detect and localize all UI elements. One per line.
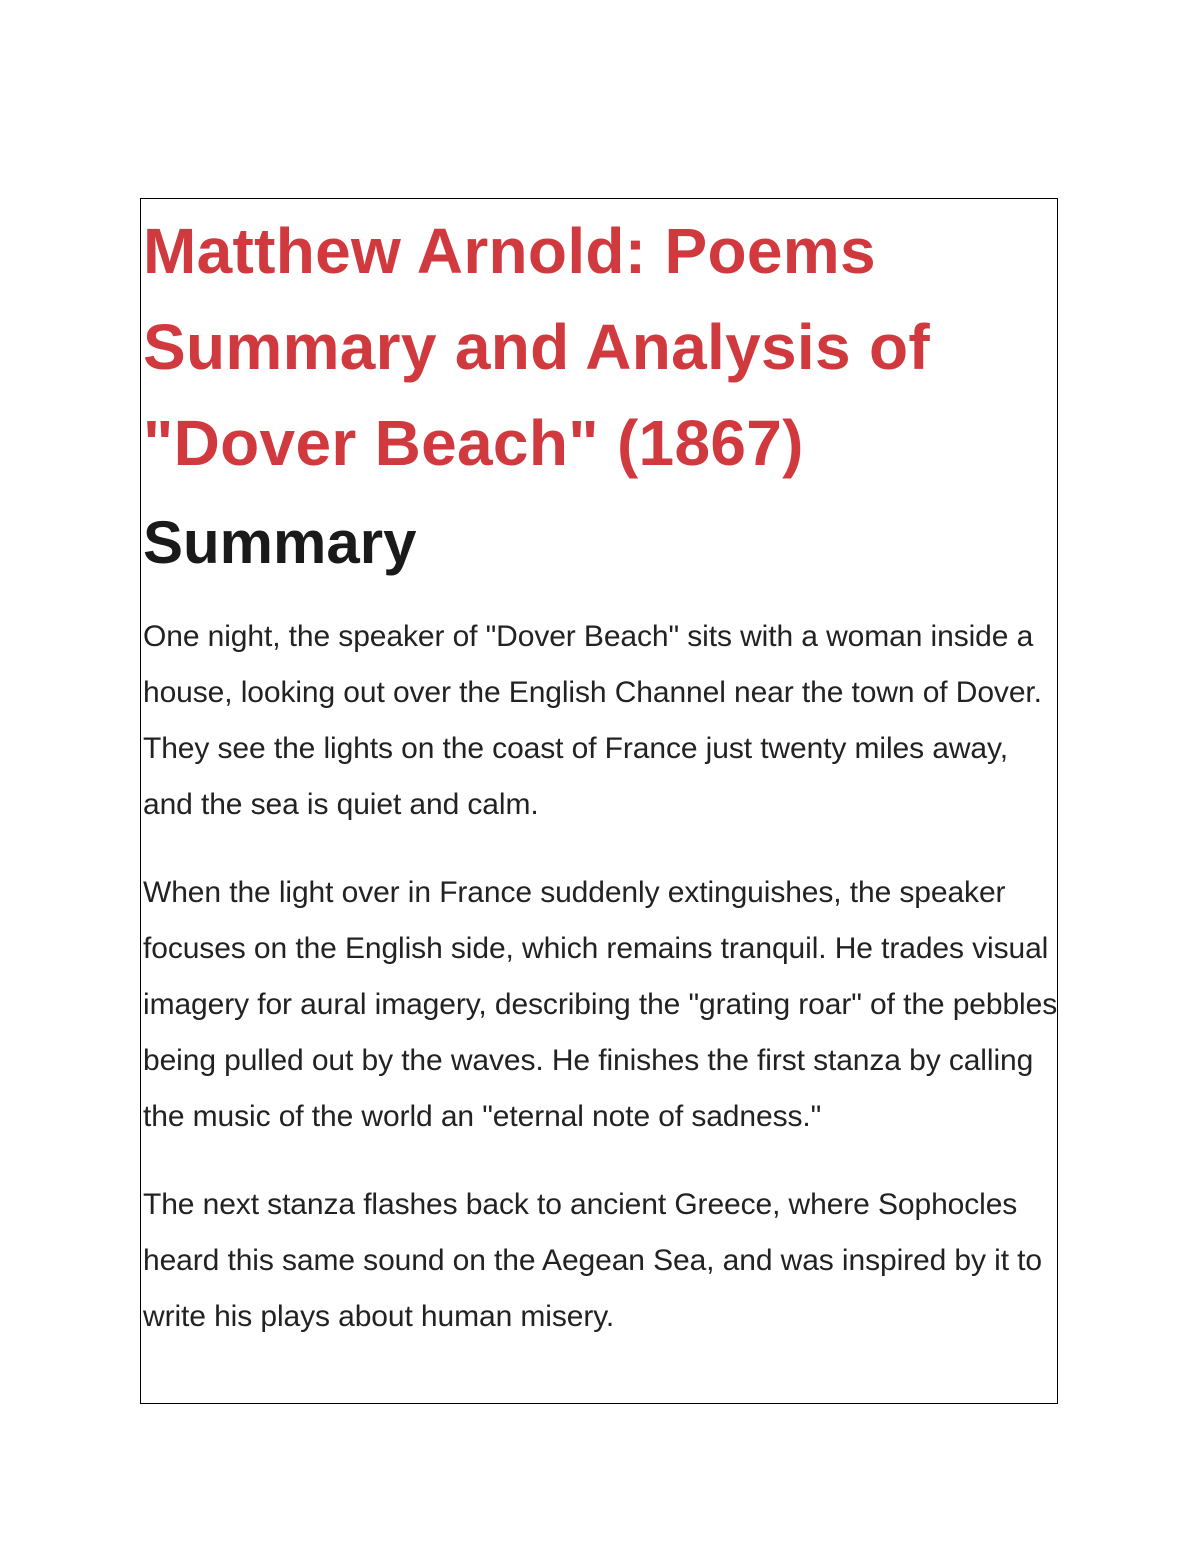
- document-frame: [140, 198, 1058, 1404]
- document-content: [143, 199, 1058, 1345]
- summary-paragraph-1: One night, the speaker of "Dover Beach" sits with a woman inside a house, looking out over the English Channel near the town of Dover. They see the lights on the coast of France just twenty miles away, and the sea is quiet and calm.: [143, 620, 1042, 821]
- summary-paragraph-2: When the light over in France suddenly extinguishes, the speaker focuses on the English side, which remains tranquil. He trades visual imagery for aural imagery, describing the "grating roar" of the pebbles being pulled out by the waves. He finishes the first stanza by calling the music of the world an "eternal note of sadness.": [143, 876, 1058, 1133]
- document-title: Matthew Arnold: Poems Summary and Analysis of "Dover Beach" (1867): [143, 215, 930, 479]
- summary-paragraph-3: The next stanza flashes back to ancient Greece, where Sophocles heard this same sound on the Aegean Sea, and was inspired by it to write his plays about human misery.: [143, 1188, 1042, 1333]
- section-heading-summary: Summary: [143, 509, 417, 576]
